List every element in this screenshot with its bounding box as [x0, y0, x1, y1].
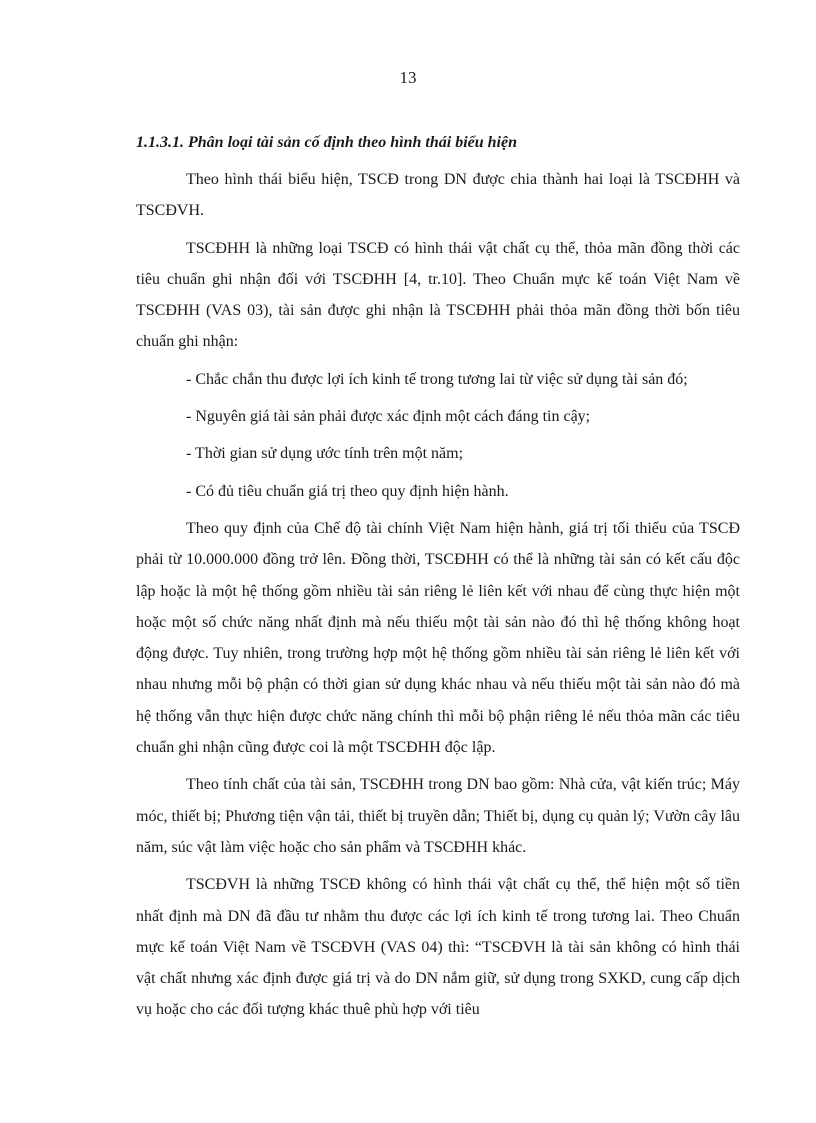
paragraph: Theo tính chất của tài sản, TSCĐHH trong DN bao gồm: Nhà cửa, vật kiến trúc; Máy móc, thiết bị; Phương tiện vận tải, thiết bị truyền dẫn; Thiết bị, dụng cụ quản lý; Vườn cây lâu năm, súc vật làm việc hoặc cho sản phẩm và TSCĐHH khác. — [136, 776, 740, 856]
section-heading: 1.1.3.1. Phân loại tài sản cố định theo hình thái biểu hiện — [136, 134, 517, 151]
criteria-item: - Thời gian sử dụng ước tính trên một năm; — [186, 445, 464, 463]
criteria-item: - Nguyên giá tài sản phải được xác định một cách đáng tin cậy; — [186, 408, 591, 426]
paragraph: TSCĐVH là những TSCĐ không có hình thái vật chất cụ thể, thể hiện một số tiền nhất định mà DN đã đầu tư nhằm thu được các lợi ích kinh tế trong tương lai. Theo Chuẩn mực kế toán Việt Nam về TSCĐVH (VAS 04) thì: “TSCĐVH là tài sản không có hình thái vật chất nhưng xác định được giá trị và do DN nắm giữ, sử dụng trong SXKD, cung cấp dịch vụ hoặc cho các đối tượng khác thuê phù hợp với tiêu — [136, 876, 740, 1019]
paragraph: TSCĐHH là những loại TSCĐ có hình thái vật chất cụ thể, thỏa mãn đồng thời các tiêu chuẩn ghi nhận đối với TSCĐHH [4, tr.10]. Theo Chuẩn mực kế toán Việt Nam về TSCĐHH (VAS 03), tài sản được ghi nhận là TSCĐHH phải thỏa mãn đồng thời bốn tiêu chuẩn ghi nhận: — [136, 239, 740, 351]
paragraph: Theo hình thái biểu hiện, TSCĐ trong DN được chia thành hai loại là TSCĐHH và TSCĐVH. — [136, 171, 740, 220]
criteria-item: - Có đủ tiêu chuẩn giá trị theo quy định hiện hành. — [186, 482, 509, 500]
page-number: 13 — [399, 68, 417, 87]
criteria-item: - Chắc chắn thu được lợi ích kinh tế trong tương lai từ việc sử dụng tài sản đó; — [186, 370, 688, 388]
paragraph: Theo quy định của Chế độ tài chính Việt Nam hiện hành, giá trị tối thiểu của TSCĐ phải từ 10.000.000 đồng trở lên. Đồng thời, TSCĐHH có thể là những tài sản có kết cấu độc lập hoặc là một hệ thống gồm nhiều tài sản riêng lẻ liên kết với nhau để cùng thực hiện một hoặc một số chức năng nhất định mà nếu thiếu một tài sản nào đó thì hệ thống không hoạt động được. Tuy nhiên, trong trường hợp một hệ thống gồm nhiều tài sản riêng lẻ liên kết với nhau nhưng mỗi bộ phận có thời gian sử dụng khác nhau và nếu thiếu một tài sản nào đó mà hệ thống vẫn thực hiện được chức năng chính thì mỗi bộ phận riêng lẻ nếu thỏa mãn các tiêu chuẩn ghi nhận cũng được coi là một TSCĐHH độc lập. — [136, 519, 740, 757]
page-body — [136, 128, 740, 1032]
